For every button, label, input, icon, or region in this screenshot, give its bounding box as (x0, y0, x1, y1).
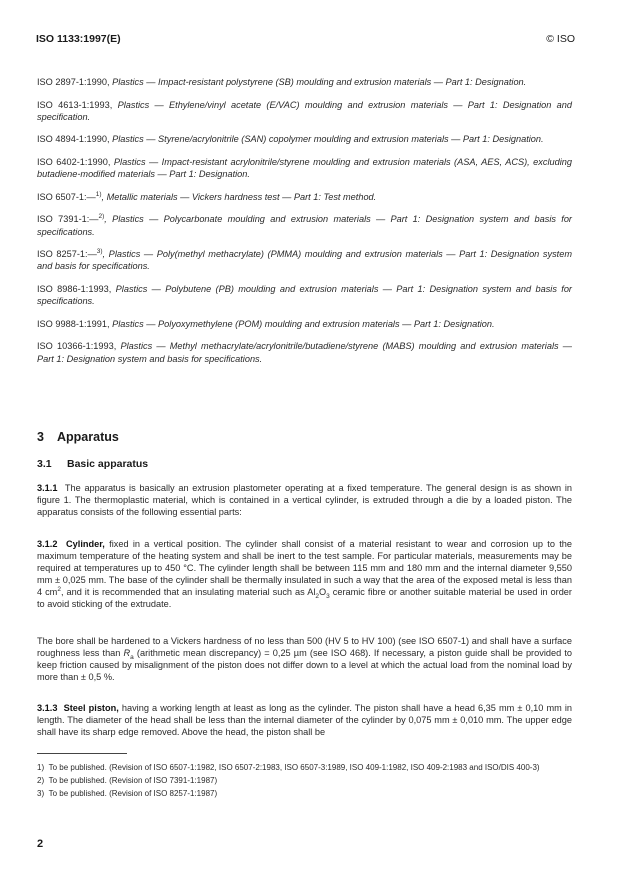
section-number: 3 (37, 430, 44, 444)
subsection-heading (37, 458, 148, 470)
clause-3-1-2 (37, 538, 572, 611)
footnote-text: To be published. (Revision of ISO 7391-1:1987) (48, 776, 218, 785)
clause-text: fixed in a vertical position. The cylinder shall consist of a material resistant to wear and corrosion up to the maximum temperature of the heating system and shall be inert to the test sample. For particular materials, measurements may be required at temperatures up to 450 °C. The cylinder length shall be between 115 mm and 180 mm and the internal diameter 9,550 mm ± 0,025 mm. The base of the cylinder shall be thermally insulated in such a way that the area of the exposed metal is less than 4 cm (37, 539, 572, 598)
footnote-marker: 3) (96, 248, 103, 256)
footnote-marker: 2) (98, 213, 105, 221)
reference-item (37, 340, 572, 364)
reference-item (37, 99, 572, 123)
clause-3-1-1 (37, 482, 572, 518)
reference-code: ISO 6402-1:1990, (37, 156, 111, 167)
reference-item (37, 156, 572, 180)
subsection-number: 3.1 (37, 458, 52, 470)
reference-title: Plastics — Polyoxymethylene (POM) moulding and extrusion materials — Part 1: Designation. (112, 318, 495, 329)
reference-title: Plastics — Impact-resistant polystyrene (SB) moulding and extrusion materials — Part 1: Designation. (112, 77, 527, 87)
reference-item (37, 76, 572, 88)
reference-code: ISO 8986-1:1993, (37, 283, 112, 294)
subsection-title: Basic apparatus (67, 458, 149, 470)
footnote-mark: 2) (37, 776, 45, 785)
subscript: 2 (315, 593, 319, 601)
page-number: 2 (37, 838, 44, 850)
reference-code: ISO 9988-1:1991, (37, 318, 110, 329)
page-header (36, 33, 575, 49)
footnote-mark: 3) (37, 789, 45, 798)
reference-code: ISO 7391-1:— (37, 214, 99, 225)
clause-text: (arithmetic mean discrepancy) = 0,25 µm (see ISO 468). If necessary, a piston guide shall be provided to keep friction caused by misalignment of the piston does not differ down to a level at which the actual load from the nominal load by more than ± 0,5 %. (37, 648, 572, 683)
reference-item (37, 318, 572, 330)
clause-text: O (318, 587, 327, 598)
reference-code: ISO 10366-1:1993, (37, 341, 117, 352)
reference-code: ISO 4613-1:1993, (37, 99, 113, 110)
clause-text: having a working length at least as long as the cylinder. The piston shall have a head 6,35 mm ± 0,10 mm in length. The diameter of the head shall be less than the internal diameter of the cylinder by 0,075 mm ± 0,010 mm. The upper edge shall have its sharp edge removed. Above the head, the piston shall be (37, 703, 572, 738)
section-heading (37, 430, 119, 444)
clause-text: , and it is recommended that an insulating material such as Al (60, 587, 316, 598)
reference-title: Plastics — Polybutene (PB) moulding and extrusion materials — Part 1: Designation system and basis for specifications. (37, 283, 572, 307)
footnote-text: To be published. (Revision of ISO 6507-1:1982, ISO 6507-2:1983, ISO 6507-3:1989, ISO 409-1:1982, ISO 409-2:1983 and ISO/DIS 400-3) (48, 763, 540, 772)
reference-title: Plastics — Methyl methacrylate/acrylonitrile/butadiene/styrene (MABS) moulding and extrusion materials — Part 1: Designation system and basis for specifications. (37, 341, 572, 364)
normative-references-list (37, 76, 572, 375)
subscript: a (130, 653, 134, 661)
section-title: Apparatus (57, 430, 119, 444)
clause-heading: Steel piston, (63, 703, 119, 713)
reference-title: Plastics — Ethylene/vinyl acetate (E/VAC) moulding and extrusion materials — Part 1: Designation and specification. (37, 99, 572, 122)
reference-item (37, 248, 572, 272)
clause-text: The apparatus is basically an extrusion plastometer operating at a fixed temperature. The general design is as shown in figure 1. The thermoplastic material, which is contained in a vertical cylinder, is extruded through a die by a loaded piston. The apparatus consists of the following essential parts: (37, 483, 572, 518)
reference-title: Plastics — Impact-resistant acrylonitrile/styrene moulding and extrusion materials (ASA, AES, ACS), excluding butadiene-modified materials — Part 1: Designation. (37, 156, 572, 180)
reference-item (37, 191, 572, 203)
clause-number: 3.1.3 (37, 703, 58, 713)
reference-title: , Plastics — Poly(methyl methacrylate) (PMMA) moulding and extrusion materials — Part 1: Designation system and basis for specifications. (37, 249, 572, 272)
superscript: 2 (57, 586, 61, 594)
bore-paragraph (37, 635, 572, 683)
reference-code: ISO 2897-1:1990, (37, 77, 110, 87)
clause-3-1-3 (37, 702, 572, 738)
roughness-symbol: R (123, 648, 131, 659)
clause-number: 3.1.1 (37, 483, 58, 493)
footnote-text: To be published. (Revision of ISO 8257-1:1987) (48, 789, 218, 798)
reference-title: Plastics — Styrene/acrylonitrile (SAN) copolymer moulding and extrusion materials — Part 1: Designation. (112, 134, 544, 145)
clause-heading: Cylinder, (66, 539, 105, 549)
reference-title: , Metallic materials — Vickers hardness test — Part 1: Test method. (101, 191, 377, 202)
reference-item (37, 283, 572, 307)
footnote-item (37, 789, 572, 800)
footnote-mark: 1) (37, 763, 45, 772)
footnote-item (37, 763, 572, 774)
copyright-notice: © ISO (546, 33, 575, 45)
reference-item (37, 213, 572, 237)
footnote-item (37, 776, 572, 787)
clause-number: 3.1.2 (37, 539, 58, 549)
reference-code: ISO 8257-1:— (37, 249, 97, 260)
clause-text: The bore shall be hardened to a Vickers hardness of no less than 500 (HV 5 to HV 100) (see ISO 6507-1) and shall have a surface roughness less than (37, 636, 572, 659)
reference-code: ISO 6507-1:— (37, 191, 96, 202)
standard-number: ISO 1133:1997(E) (36, 33, 121, 45)
footnotes (37, 763, 572, 802)
footnote-marker: 1) (95, 190, 102, 198)
reference-item (37, 133, 572, 145)
subscript: 3 (326, 593, 330, 601)
clause-text: ceramic fibre or another suitable material be used in order to avoid sticking of the extrudate. (37, 587, 572, 610)
reference-title: , Plastics — Polycarbonate moulding and extrusion materials — Part 1: Designation system and basis for specifications. (37, 214, 572, 237)
footnote-divider (37, 753, 127, 754)
reference-code: ISO 4894-1:1990, (37, 134, 110, 145)
